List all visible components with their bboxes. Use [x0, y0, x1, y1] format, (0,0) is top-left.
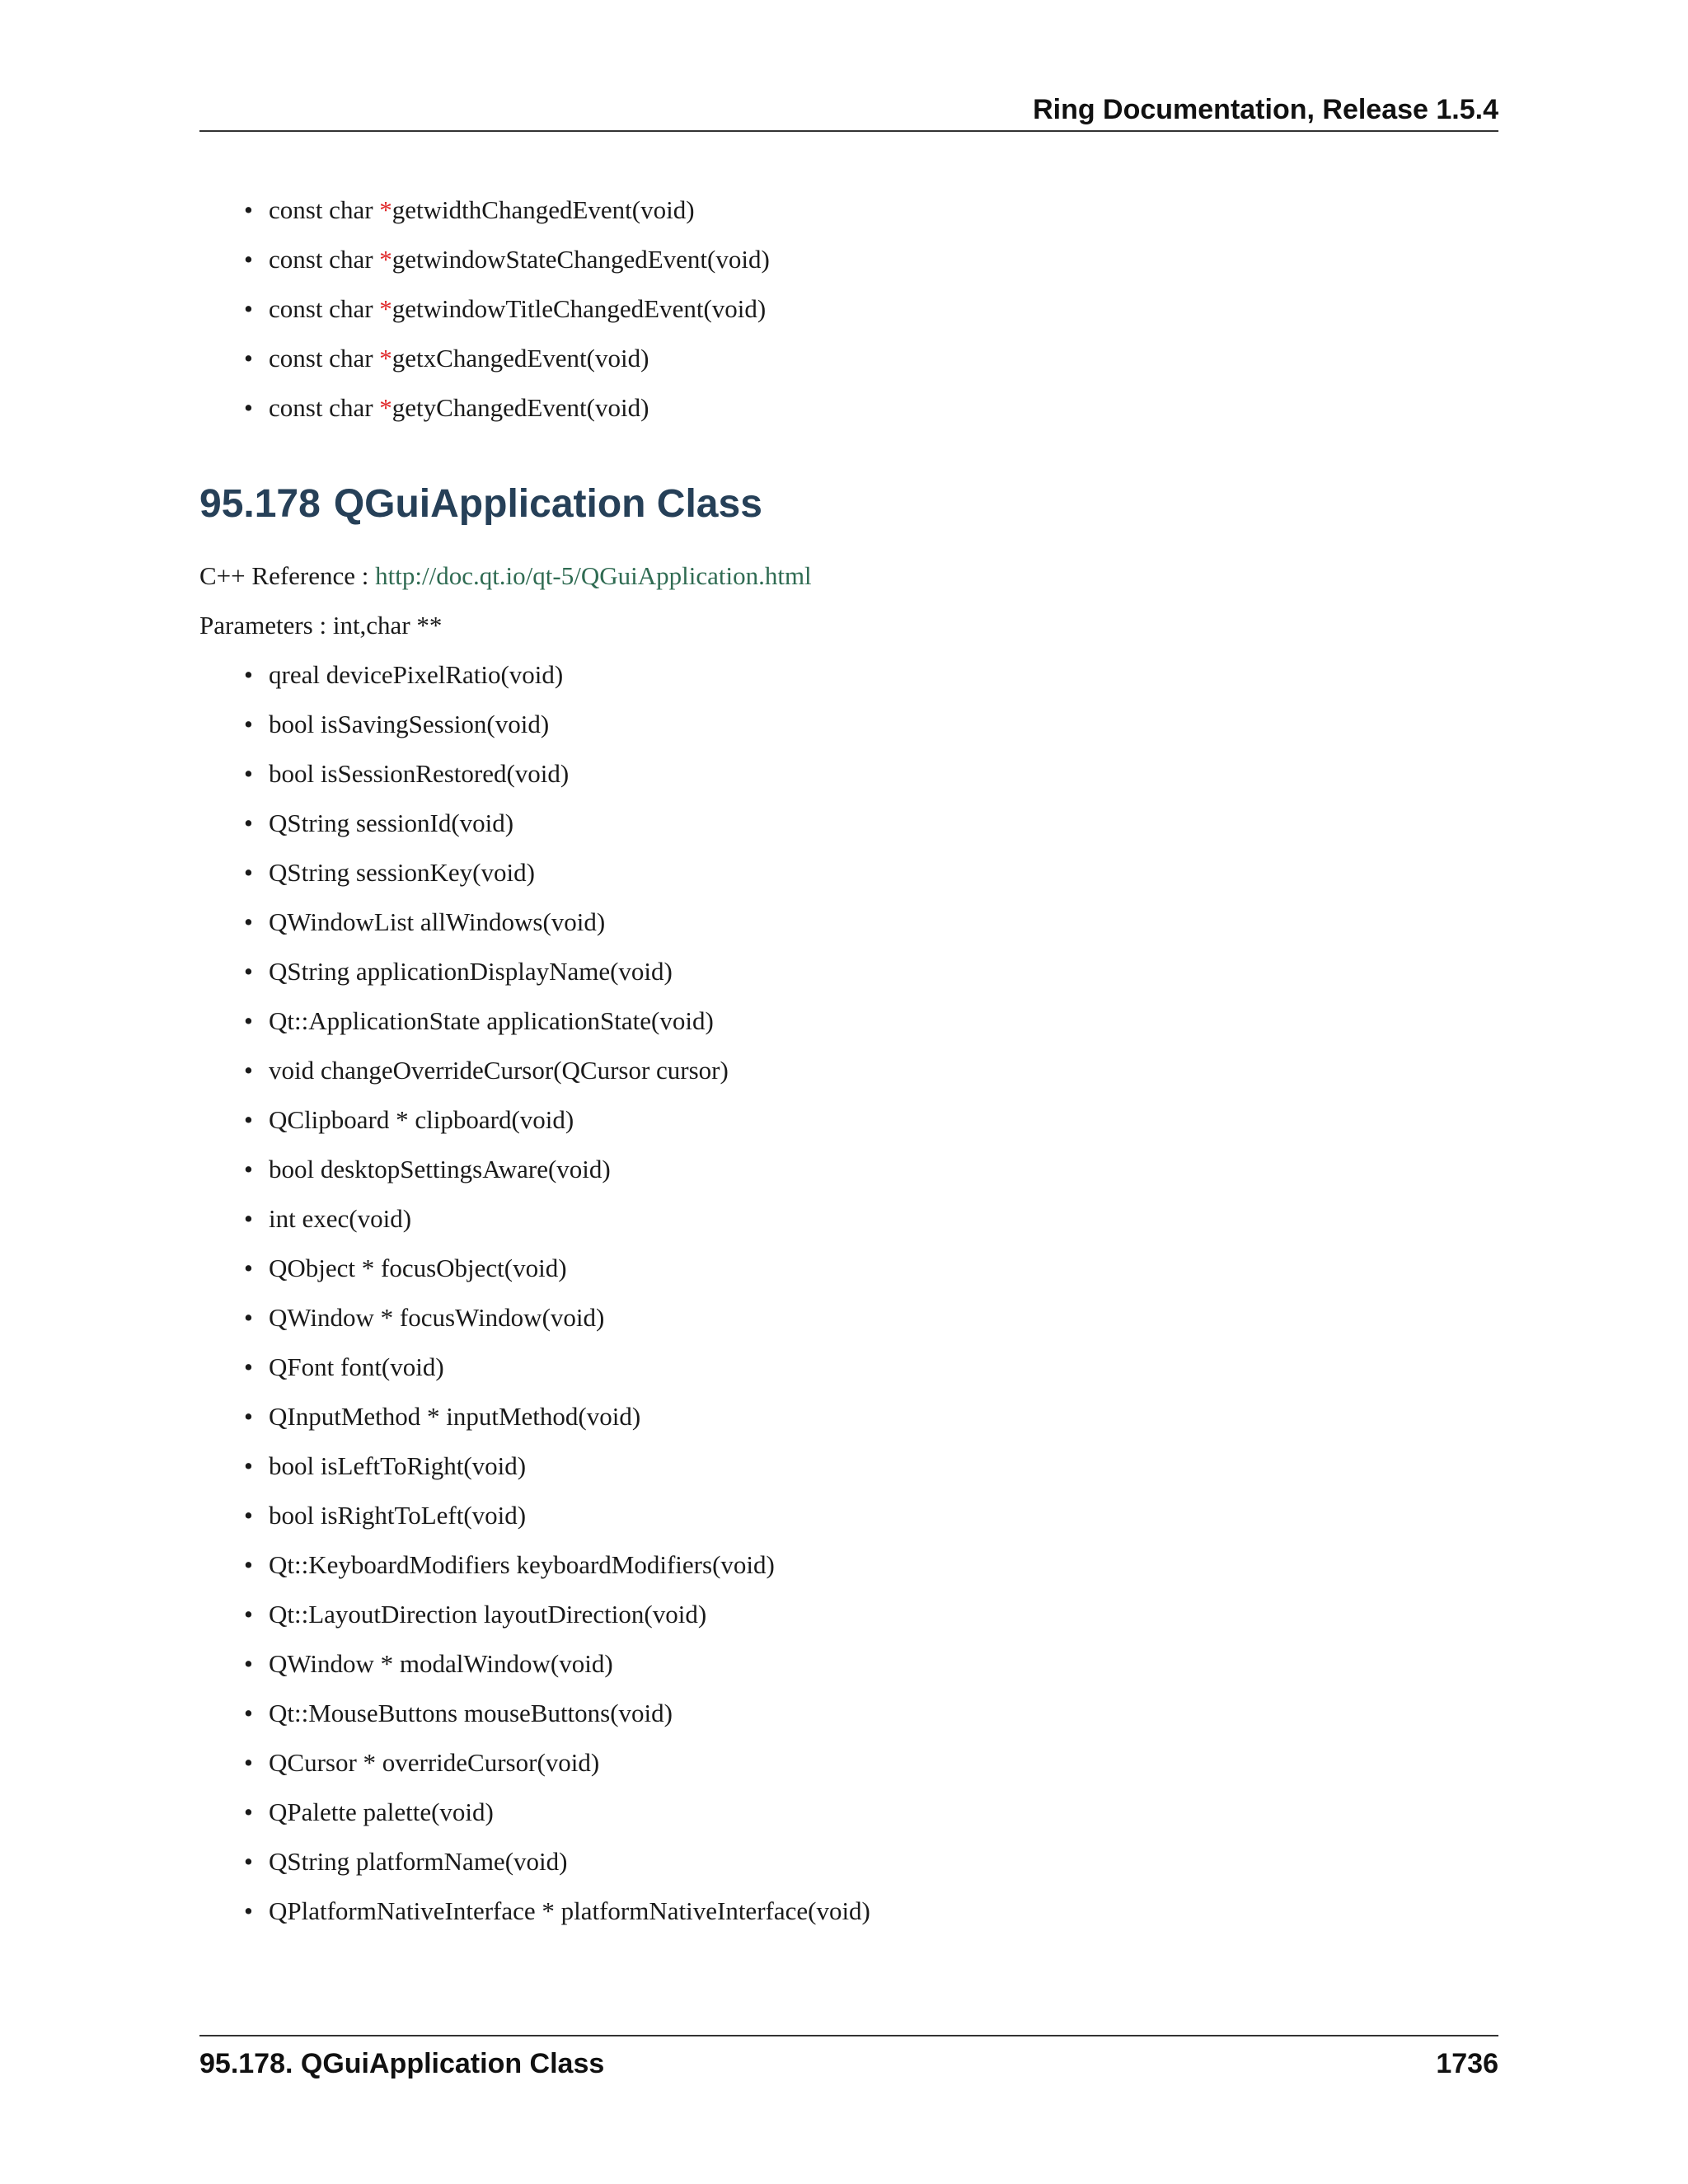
page-number: 1736	[1436, 2048, 1498, 2079]
method-signature: QInputMethod * inputMethod(void)	[269, 1402, 641, 1431]
method-signature: QPlatformNativeInterface * platformNativeInterface(void)	[269, 1896, 870, 1925]
bullet-icon: •	[244, 294, 253, 323]
list-item	[244, 1845, 1498, 1878]
reference-link[interactable]: http://doc.qt.io/qt-5/QGuiApplication.html	[375, 561, 812, 590]
list-item	[244, 1895, 1498, 1928]
bullet-icon: •	[244, 1451, 253, 1480]
pointer-star: *	[379, 245, 392, 274]
method-signature: qreal devicePixelRatio(void)	[269, 660, 564, 689]
bullet-icon: •	[244, 1056, 253, 1085]
bullet-icon: •	[244, 808, 253, 837]
pointer-star: *	[379, 294, 392, 323]
bullet-icon: •	[244, 1303, 253, 1332]
method-signature: QString applicationDisplayName(void)	[269, 957, 673, 986]
list-item	[244, 757, 1498, 790]
return-type: const char	[269, 245, 380, 274]
method-list	[199, 658, 1498, 1928]
method-signature: QWindow * modalWindow(void)	[269, 1649, 613, 1678]
method-signature: bool isRightToLeft(void)	[269, 1501, 527, 1530]
bullet-icon: •	[244, 393, 253, 422]
bullet-icon: •	[244, 1006, 253, 1035]
page-footer	[199, 2035, 1498, 2079]
list-item	[244, 906, 1498, 939]
list-item	[244, 1005, 1498, 1038]
list-item	[244, 1400, 1498, 1433]
reference-label: C++ Reference :	[199, 561, 376, 590]
list-item	[244, 1153, 1498, 1186]
method-signature: int exec(void)	[269, 1204, 412, 1233]
method-name: getwindowTitleChangedEvent(void)	[392, 294, 767, 323]
bullet-icon: •	[244, 1600, 253, 1629]
list-item	[244, 342, 1498, 375]
event-getter-list	[199, 194, 1498, 424]
list-item	[244, 194, 1498, 227]
method-signature: bool isLeftToRight(void)	[269, 1451, 527, 1480]
method-signature: Qt::MouseButtons mouseButtons(void)	[269, 1699, 673, 1727]
method-name: getwidthChangedEvent(void)	[392, 195, 695, 224]
method-signature: void changeOverrideCursor(QCursor cursor)	[269, 1056, 729, 1085]
bullet-icon: •	[244, 1501, 253, 1530]
page-header	[199, 92, 1498, 132]
list-item	[244, 1351, 1498, 1384]
method-name: getxChangedEvent(void)	[392, 344, 649, 373]
bullet-icon: •	[244, 1699, 253, 1727]
pointer-star: *	[379, 393, 392, 422]
list-item	[244, 293, 1498, 326]
return-type: const char	[269, 294, 380, 323]
bullet-icon: •	[244, 907, 253, 936]
bullet-icon: •	[244, 858, 253, 887]
bullet-icon: •	[244, 759, 253, 788]
list-item	[244, 1697, 1498, 1730]
section-number: 95.178	[199, 482, 321, 526]
bullet-icon: •	[244, 1402, 253, 1431]
section-title: QGuiApplication Class	[333, 482, 762, 526]
page-content	[199, 194, 1498, 1944]
list-item	[244, 1252, 1498, 1285]
method-signature: QPalette palette(void)	[269, 1797, 494, 1826]
method-signature: QString platformName(void)	[269, 1847, 568, 1876]
parameters-line: Parameters : int,char **	[199, 611, 443, 640]
list-item	[244, 1746, 1498, 1779]
method-signature: QObject * focusObject(void)	[269, 1254, 567, 1282]
list-item	[244, 391, 1498, 424]
list-item	[244, 1549, 1498, 1582]
list-item	[244, 1647, 1498, 1680]
bullet-icon: •	[244, 1105, 253, 1134]
cpp-reference	[199, 560, 1498, 593]
bullet-icon: •	[244, 1649, 253, 1678]
method-signature: QCursor * overrideCursor(void)	[269, 1748, 600, 1777]
bullet-icon: •	[244, 710, 253, 738]
bullet-icon: •	[244, 957, 253, 986]
pointer-star: *	[379, 344, 392, 373]
list-item	[244, 1301, 1498, 1334]
footer-section-title: 95.178. QGuiApplication Class	[199, 2048, 605, 2079]
bullet-icon: •	[244, 344, 253, 373]
list-item	[244, 1450, 1498, 1483]
method-signature: QString sessionKey(void)	[269, 858, 535, 887]
method-signature: QWindow * focusWindow(void)	[269, 1303, 605, 1332]
method-signature: bool desktopSettingsAware(void)	[269, 1155, 611, 1183]
return-type: const char	[269, 195, 380, 224]
return-type: const char	[269, 344, 380, 373]
method-signature: Qt::ApplicationState applicationState(void)	[269, 1006, 714, 1035]
method-signature: bool isSessionRestored(void)	[269, 759, 570, 788]
method-signature: QWindowList allWindows(void)	[269, 907, 606, 936]
list-item	[244, 243, 1498, 276]
list-item	[244, 658, 1498, 691]
bullet-icon: •	[244, 1155, 253, 1183]
bullet-icon: •	[244, 1748, 253, 1777]
method-signature: Qt::LayoutDirection layoutDirection(void)	[269, 1600, 707, 1629]
section-heading	[199, 480, 1498, 528]
method-name: getwindowStateChangedEvent(void)	[392, 245, 770, 274]
list-item	[244, 1202, 1498, 1235]
method-name: getyChangedEvent(void)	[392, 393, 649, 422]
document-title: Ring Documentation, Release 1.5.4	[1033, 94, 1498, 125]
pointer-star: *	[379, 195, 392, 224]
bullet-icon: •	[244, 245, 253, 274]
list-item	[244, 1054, 1498, 1087]
bullet-icon: •	[244, 660, 253, 689]
return-type: const char	[269, 393, 380, 422]
bullet-icon: •	[244, 195, 253, 224]
method-signature: QClipboard * clipboard(void)	[269, 1105, 574, 1134]
method-signature: QString sessionId(void)	[269, 808, 514, 837]
bullet-icon: •	[244, 1204, 253, 1233]
list-item	[244, 856, 1498, 889]
method-signature: Qt::KeyboardModifiers keyboardModifiers(void)	[269, 1550, 775, 1579]
list-item	[244, 1104, 1498, 1137]
list-item	[244, 1598, 1498, 1631]
list-item	[244, 1796, 1498, 1829]
bullet-icon: •	[244, 1550, 253, 1579]
bullet-icon: •	[244, 1254, 253, 1282]
method-signature: bool isSavingSession(void)	[269, 710, 550, 738]
bullet-icon: •	[244, 1847, 253, 1876]
bullet-icon: •	[244, 1352, 253, 1381]
list-item	[244, 708, 1498, 741]
method-signature: QFont font(void)	[269, 1352, 444, 1381]
list-item	[244, 1499, 1498, 1532]
list-item	[244, 955, 1498, 988]
bullet-icon: •	[244, 1896, 253, 1925]
list-item	[244, 807, 1498, 840]
bullet-icon: •	[244, 1797, 253, 1826]
